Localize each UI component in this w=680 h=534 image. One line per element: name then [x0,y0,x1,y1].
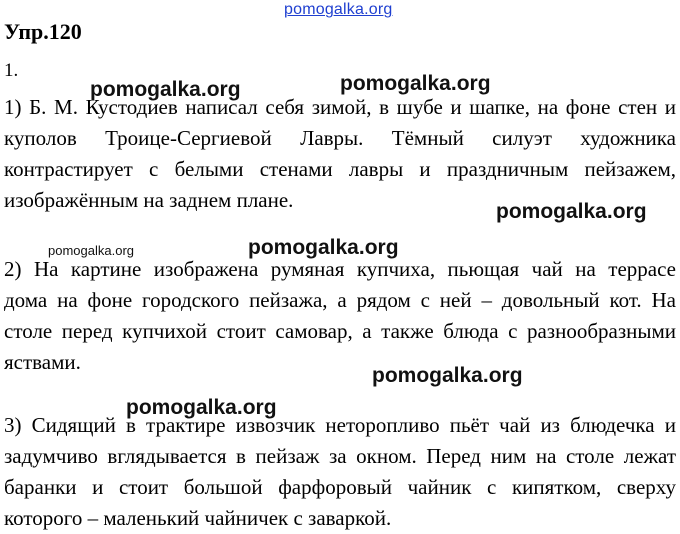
watermark-7: pomogalka.org [126,396,277,419]
paragraph-2 [4,254,676,378]
paragraph-2-line-3: столе перед купчихой стоит самовар, а также блюда с разнообразными [4,319,676,343]
paragraph-1 [4,92,676,216]
watermark-5: pomogalka.org [248,236,399,259]
paragraph-3-line-1: 3) Сидящий в трактире извозчик неторопливо пьёт чай из блюдечка и [4,413,676,437]
watermark-2: pomogalka.org [340,72,491,95]
paragraph-3-line-3: баранки и стоит большой фарфоровый чайник с кипятком, сверху [4,475,676,499]
exercise-title: Упр.120 [4,19,82,44]
watermark-1: pomogalka.org [90,78,241,101]
watermark-6: pomogalka.org [372,364,523,387]
paragraph-2-line-4: яствами. [4,350,81,374]
paragraph-3-line-2: задумчиво вглядывается в пейзаж за окном. Перед ним на столе лежат [4,444,676,468]
watermark-4: pomogalka.org [48,243,134,258]
paragraph-3 [4,410,676,534]
watermark-3: pomogalka.org [496,200,647,223]
paragraph-1-line-1: 1) Б. М. Кустодиев написал себя зимой, в шубе и шапке, на фоне стен и [4,95,676,119]
paragraph-1-line-4: изображённым на заднем плане. [4,188,294,212]
paragraph-2-line-2: дома на фоне городского пейзажа, а рядом с ней – довольный кот. На [4,288,676,312]
section-number: 1. [4,60,19,81]
paragraph-3-line-4: которого – маленький чайничек с заваркой. [4,506,392,530]
paragraph-2-line-1: 2) На картине изображена румяная купчиха, пьющая чай на террасе [4,257,676,281]
watermark-top: pomogalka.org [284,1,393,18]
paragraph-1-line-3: контрастирует с белыми стенами лавры и праздничным пейзажем, [4,157,676,181]
paragraph-1-line-2: куполов Троице-Сергиевой Лавры. Тёмный силуэт художника [4,126,676,150]
